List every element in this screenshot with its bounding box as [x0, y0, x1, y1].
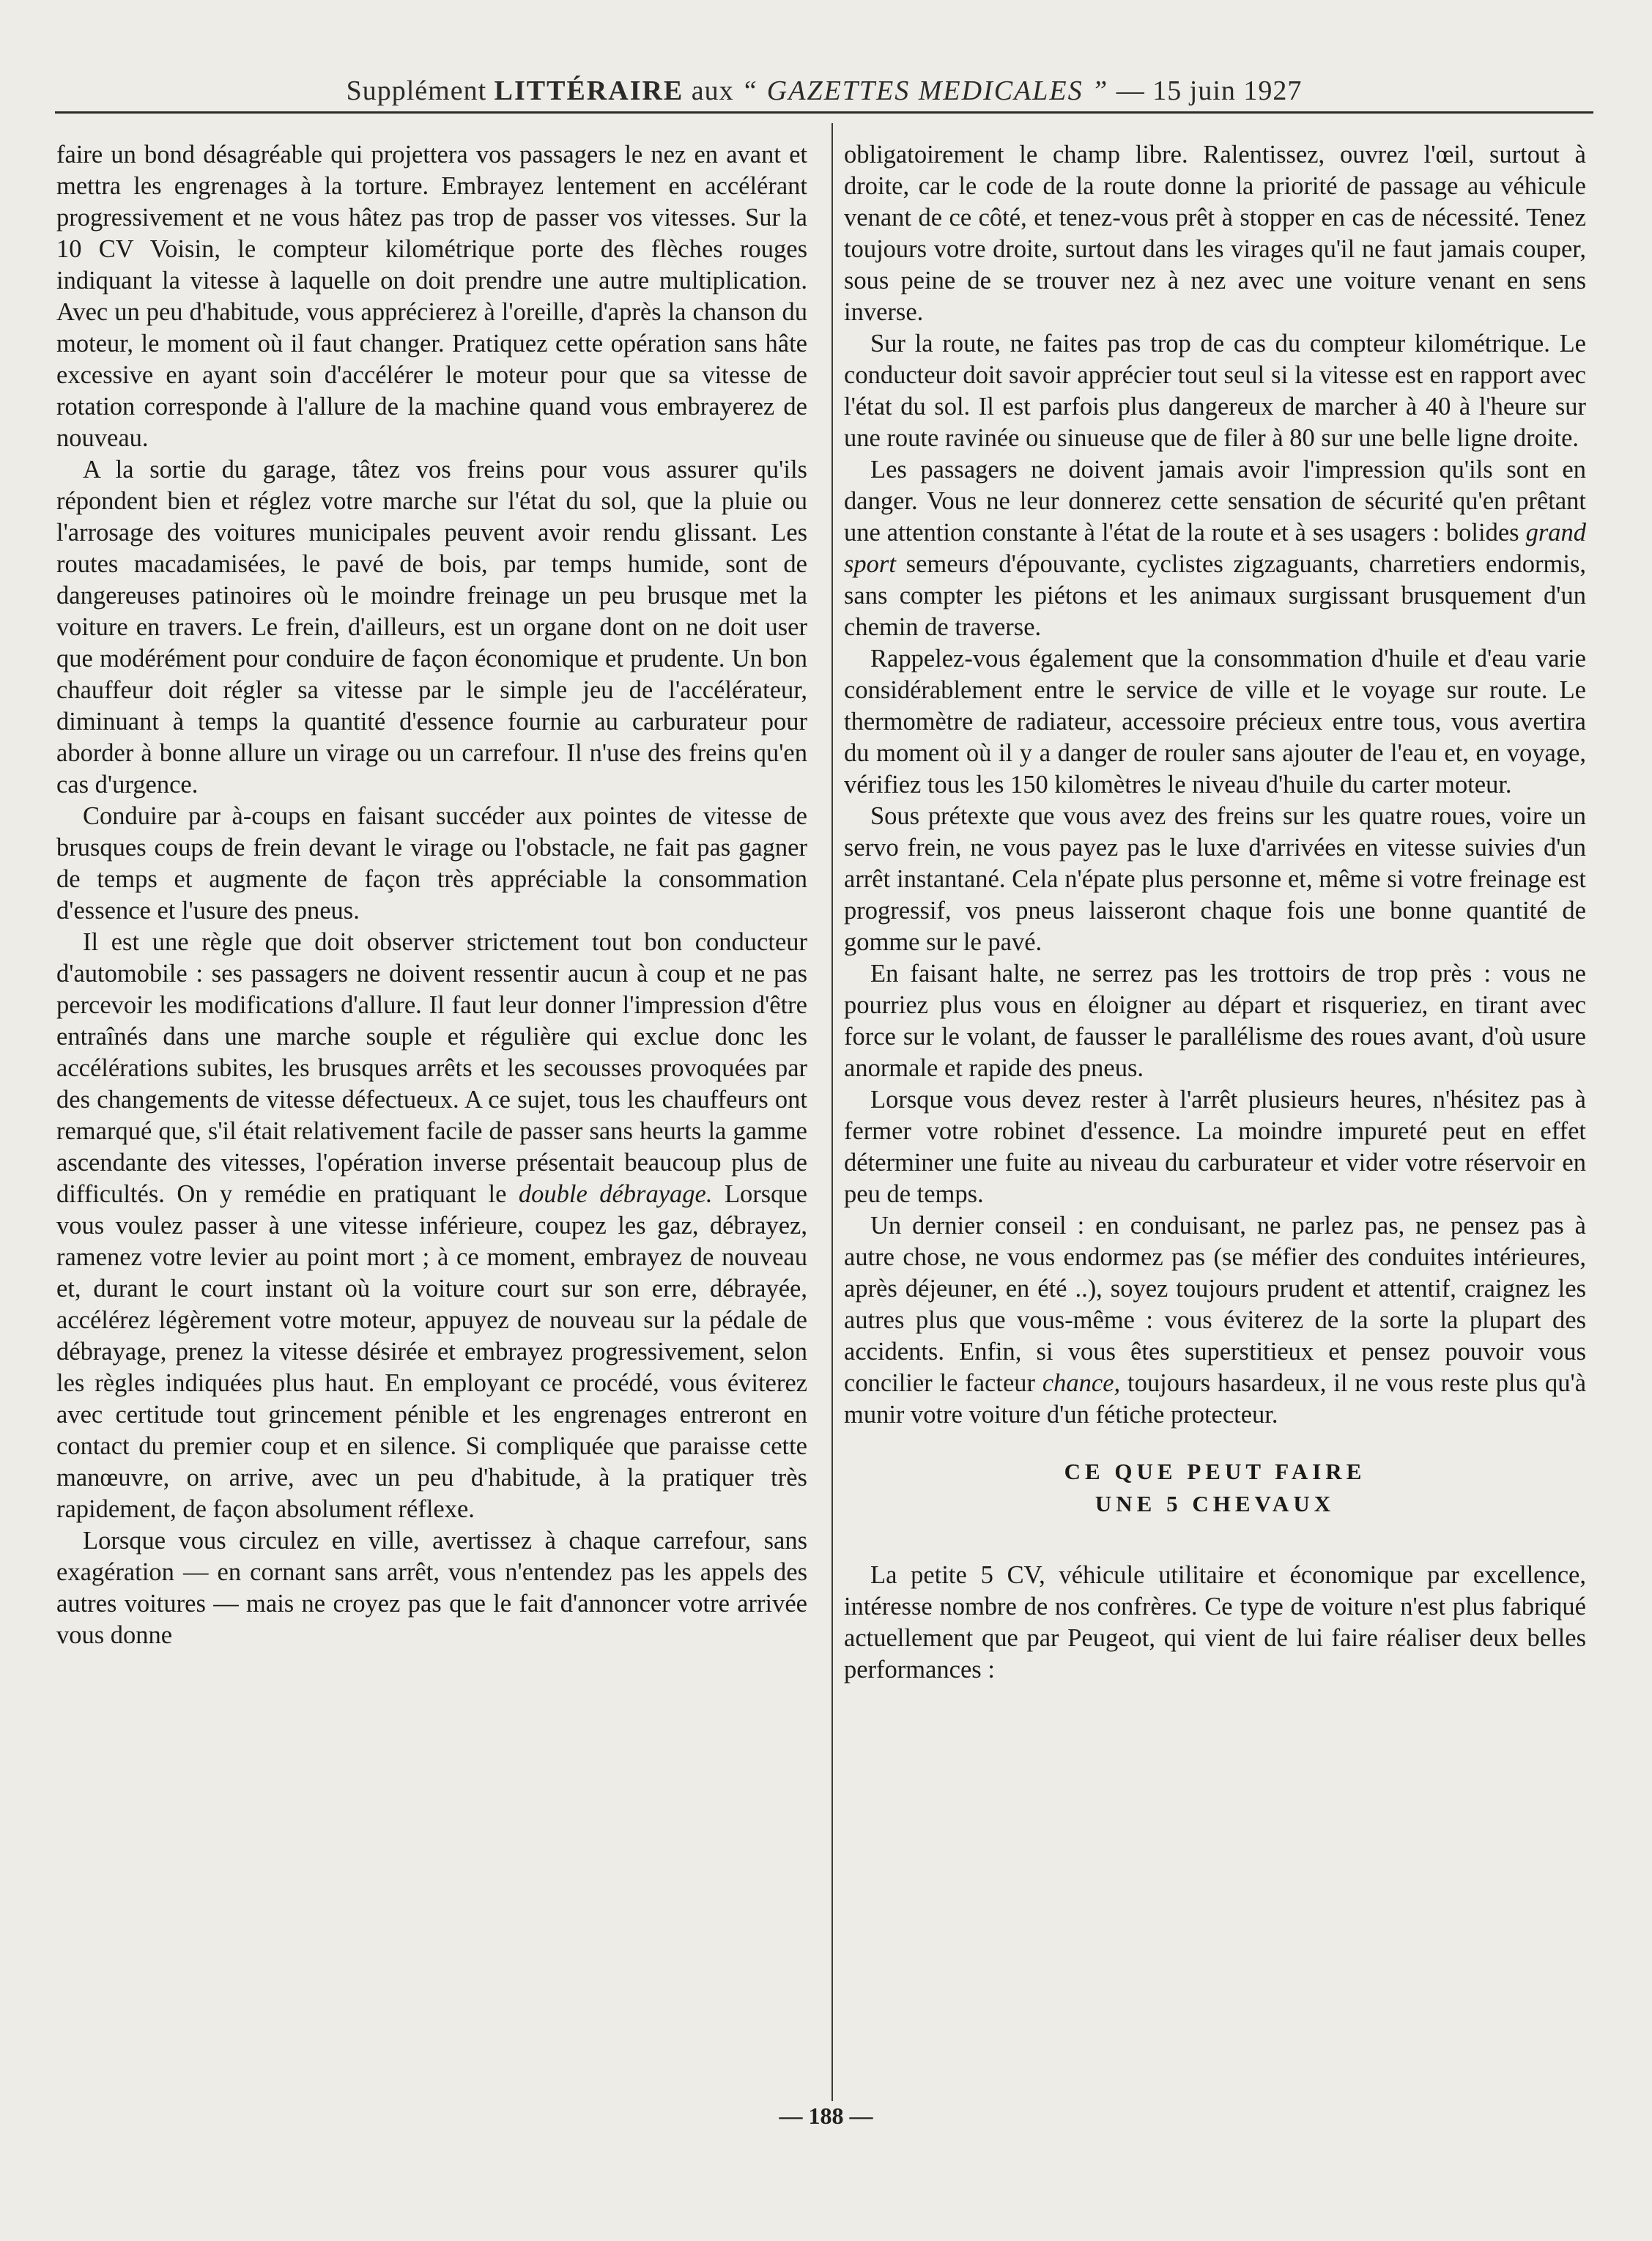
header-rule: [55, 111, 1593, 114]
paragraph: La petite 5 CV, véhicule utilitaire et économique par excellence, intéresse nombre de nos confrères. Ce type de voiture n'est plus fabriqué actuellement que par Peugeot, qui vient de lui faire réaliser deux belles performances :: [844, 1561, 1586, 1683]
section-title: [844, 1456, 1586, 1520]
emphasis-grand-sport: grand sport: [844, 519, 1586, 578]
paragraph: Conduire par à-coups en faisant succéder aux pointes de vitesse de brusques coups de frein devant le virage ou l'obstacle, ne fait pas gagner de temps et augmente de façon très appréciable la consommation d'essence et l'usure des pneus.: [56, 802, 807, 925]
paragraph-text: semeurs d'épouvante, cyclistes zigzaguants, charretiers endormis, sans compter les piétons et les animaux surgissant brusquement d'un chemin de traverse.: [844, 550, 1586, 641]
column-separator: [831, 123, 833, 2101]
header-publication: “ GAZETTES MEDICALES ”: [741, 75, 1109, 106]
emphasis-double-debrayage: double débrayage.: [518, 1180, 713, 1208]
page-number: — 188 —: [779, 2103, 873, 2129]
paragraph-text: Lorsque vous voulez passer à une vitesse inférieure, coupez les gaz, débrayez, ramenez votre levier au point mort ; à ce moment, embrayez de nouveau et, durant le court instant où la voiture court sur son erre, débrayée, accélérez légèrement votre moteur, appuyez de nouveau sur la pédale de débrayage, prenez la vitesse désirée et embrayez progressivement, selon les règles indiquées plus haut. En employant ce procédé, vous éviterez avec certitude tout grincement pénible et les engrenages entreront en contact du premier coup et en silence. Si compliquée que paraisse cette manœuvre, on arrive, avec un peu d'habitude, à la pratiquer très rapidement, de façon absolument réflexe.: [56, 1180, 807, 1523]
paragraph: Lorsque vous circulez en ville, avertissez à chaque carrefour, sans exagération — en cornant sans arrêt, vous n'entendez pas les appels des autres voitures — mais ne croyez pas que le fait d'annoncer votre arrivée vous donne: [56, 1527, 807, 1649]
paragraph: Lorsque vous devez rester à l'arrêt plusieurs heures, n'hésitez pas à fermer votre robinet d'essence. La moindre impureté peut en effet déterminer une fuite au niveau du carburateur et vider votre réservoir en peu de temps.: [844, 1086, 1586, 1208]
header-supplement: Supplément: [346, 75, 487, 106]
paragraph: A la sortie du garage, tâtez vos freins pour vous assurer qu'ils répondent bien et réglez votre marche sur l'état du sol, que la pluie ou l'arrosage des voitures municipales peuvent avoir rendu glissant. Les routes macadamisées, le pavé de bois, par temps humide, sont de dangereuses patinoires où le moindre freinage un peu brusque met la voiture en travers. Le frein, d'ailleurs, est un organe dont on ne doit user que modérément pour conduire de façon économique et prudente. Un bon chauffeur doit régler sa vitesse par le simple jeu de l'accélérateur, diminuant à temps la quantité d'essence fournie au carburateur pour aborder à bonne allure un virage ou un carrefour. Il n'use des freins qu'en cas d'urgence.: [56, 456, 807, 799]
paragraph-text: Un dernier conseil : en conduisant, ne parlez pas, ne pensez pas à autre chose, ne vous endormez pas (se méfier des conduites intérieures, après déjeuner, en été ..), soyez toujours prudent et attentif, craignez les autres plus que vous-même : vous éviterez de la sorte la plupart des accidents. Enfin, si vous êtes superstitieux et pensez pouvoir vous concilier le facteur: [844, 1212, 1586, 1397]
paragraph-text: Les passagers ne doivent jamais avoir l'impression qu'ils sont en danger. Vous ne leur donnerez cette sensation de sécurité qu'en prêtant une attention constante à l'état de la route et à ses usagers : bolides: [844, 456, 1586, 547]
paragraph: Sur la route, ne faites pas trop de cas du compteur kilométrique. Le conducteur doit savoir apprécier tout seul si la vitesse est en rapport avec l'état du sol. Il est parfois plus dangereux de marcher à 40 à l'heure sur une route ravinée ou sinueuse que de filer à 80 sur une belle ligne droite.: [844, 330, 1586, 452]
paragraph: [844, 1210, 1586, 1431]
paragraph-text: toujours hasardeux, il ne vous reste plus qu'à munir votre voiture d'un fétiche protecteur.: [844, 1369, 1587, 1429]
header-aux: aux: [691, 75, 734, 106]
paragraph: [56, 927, 807, 1525]
header-litteraire: LITTÉRAIRE: [494, 75, 684, 106]
paragraph: Sous prétexte que vous avez des freins sur les quatre roues, voire un servo frein, ne vous payez pas le luxe d'arrivées en vitesse suivies d'un arrêt instantané. Cela n'épate plus personne et, même si votre freinage est progressif, vos pneus laisseront chaque fois une bonne quantité de gomme sur le pavé.: [844, 802, 1586, 956]
paragraph: En faisant halte, ne serrez pas les trottoirs de trop près : vous ne pourriez plus vous en éloigner au départ et risqueriez, en tirant avec force sur le volant, de fausser le parallélisme des roues avant, d'où usure anormale et rapide des pneus.: [844, 960, 1586, 1082]
section-title-line-2: UNE 5 CHEVAUX: [1094, 1491, 1336, 1516]
header-date: — 15 juin 1927: [1116, 75, 1303, 106]
paragraph: [844, 454, 1586, 643]
running-header: [44, 75, 1604, 107]
right-column: [844, 139, 1586, 1686]
paragraph: Rappelez-vous également que la consommation d'huile et d'eau varie considérablement entre le service de ville et le voyage sur route. Le thermomètre de radiateur, accessoire précieux entre tous, vous avertira du moment où il y a danger de rouler sans ajouter de l'eau et, en voyage, vérifiez tous les 150 kilomètres le niveau d'huile du carter moteur.: [844, 645, 1586, 799]
paragraph: obligatoirement le champ libre. Ralentissez, ouvrez l'œil, surtout à droite, car le code de la route donne la priorité de passage au véhicule venant de ce côté, et tenez-vous prêt à stopper en cas de nécessité. Tenez toujours votre droite, surtout dans les virages qu'il ne faut jamais couper, sous peine de se trouver nez à nez avec une voiture venant en sens inverse.: [844, 141, 1586, 326]
paragraph-text: Il est une règle que doit observer strictement tout bon conducteur d'automobile : ses passagers ne doivent ressentir aucun à coup et ne pas percevoir les modifications d'allure. Il faut leur donner l'impression d'être entraînés dans une marche souple et régulière qui exclue donc les accélérations subites, les brusques arrêts et les secousses provoquées par des changements de vitesse défectueux. A ce sujet, tous les chauffeurs ont remarqué que, s'il était relativement facile de passer sans heurts la gamme ascendante des vitesses, l'opération inverse présentait beaucoup plus de difficultés. On y remédie en pratiquant le: [56, 928, 807, 1208]
paragraph: faire un bond désagréable qui projettera vos passagers le nez en avant et mettra les engrenages à la torture. Embrayez lentement en accélérant progressivement et ne vous hâtez pas trop de passer vos vitesses. Sur la 10 CV Voisin, le compteur kilométrique porte des flèches rouges indiquant la vitesse à laquelle on doit prendre une autre multiplication. Avec un peu d'habitude, vous apprécierez à l'oreille, d'après la chanson du moteur, le moment où il faut changer. Pratiquez cette opération sans hâte excessive en ayant soin d'accélérer le moteur pour que sa vitesse de rotation corresponde à l'allure de la machine quand vous embrayerez de nouveau.: [56, 141, 807, 452]
left-column: [56, 139, 807, 1651]
section-title-line-1: CE QUE PEUT FAIRE: [1064, 1459, 1366, 1484]
emphasis-chance: chance,: [1042, 1369, 1121, 1397]
